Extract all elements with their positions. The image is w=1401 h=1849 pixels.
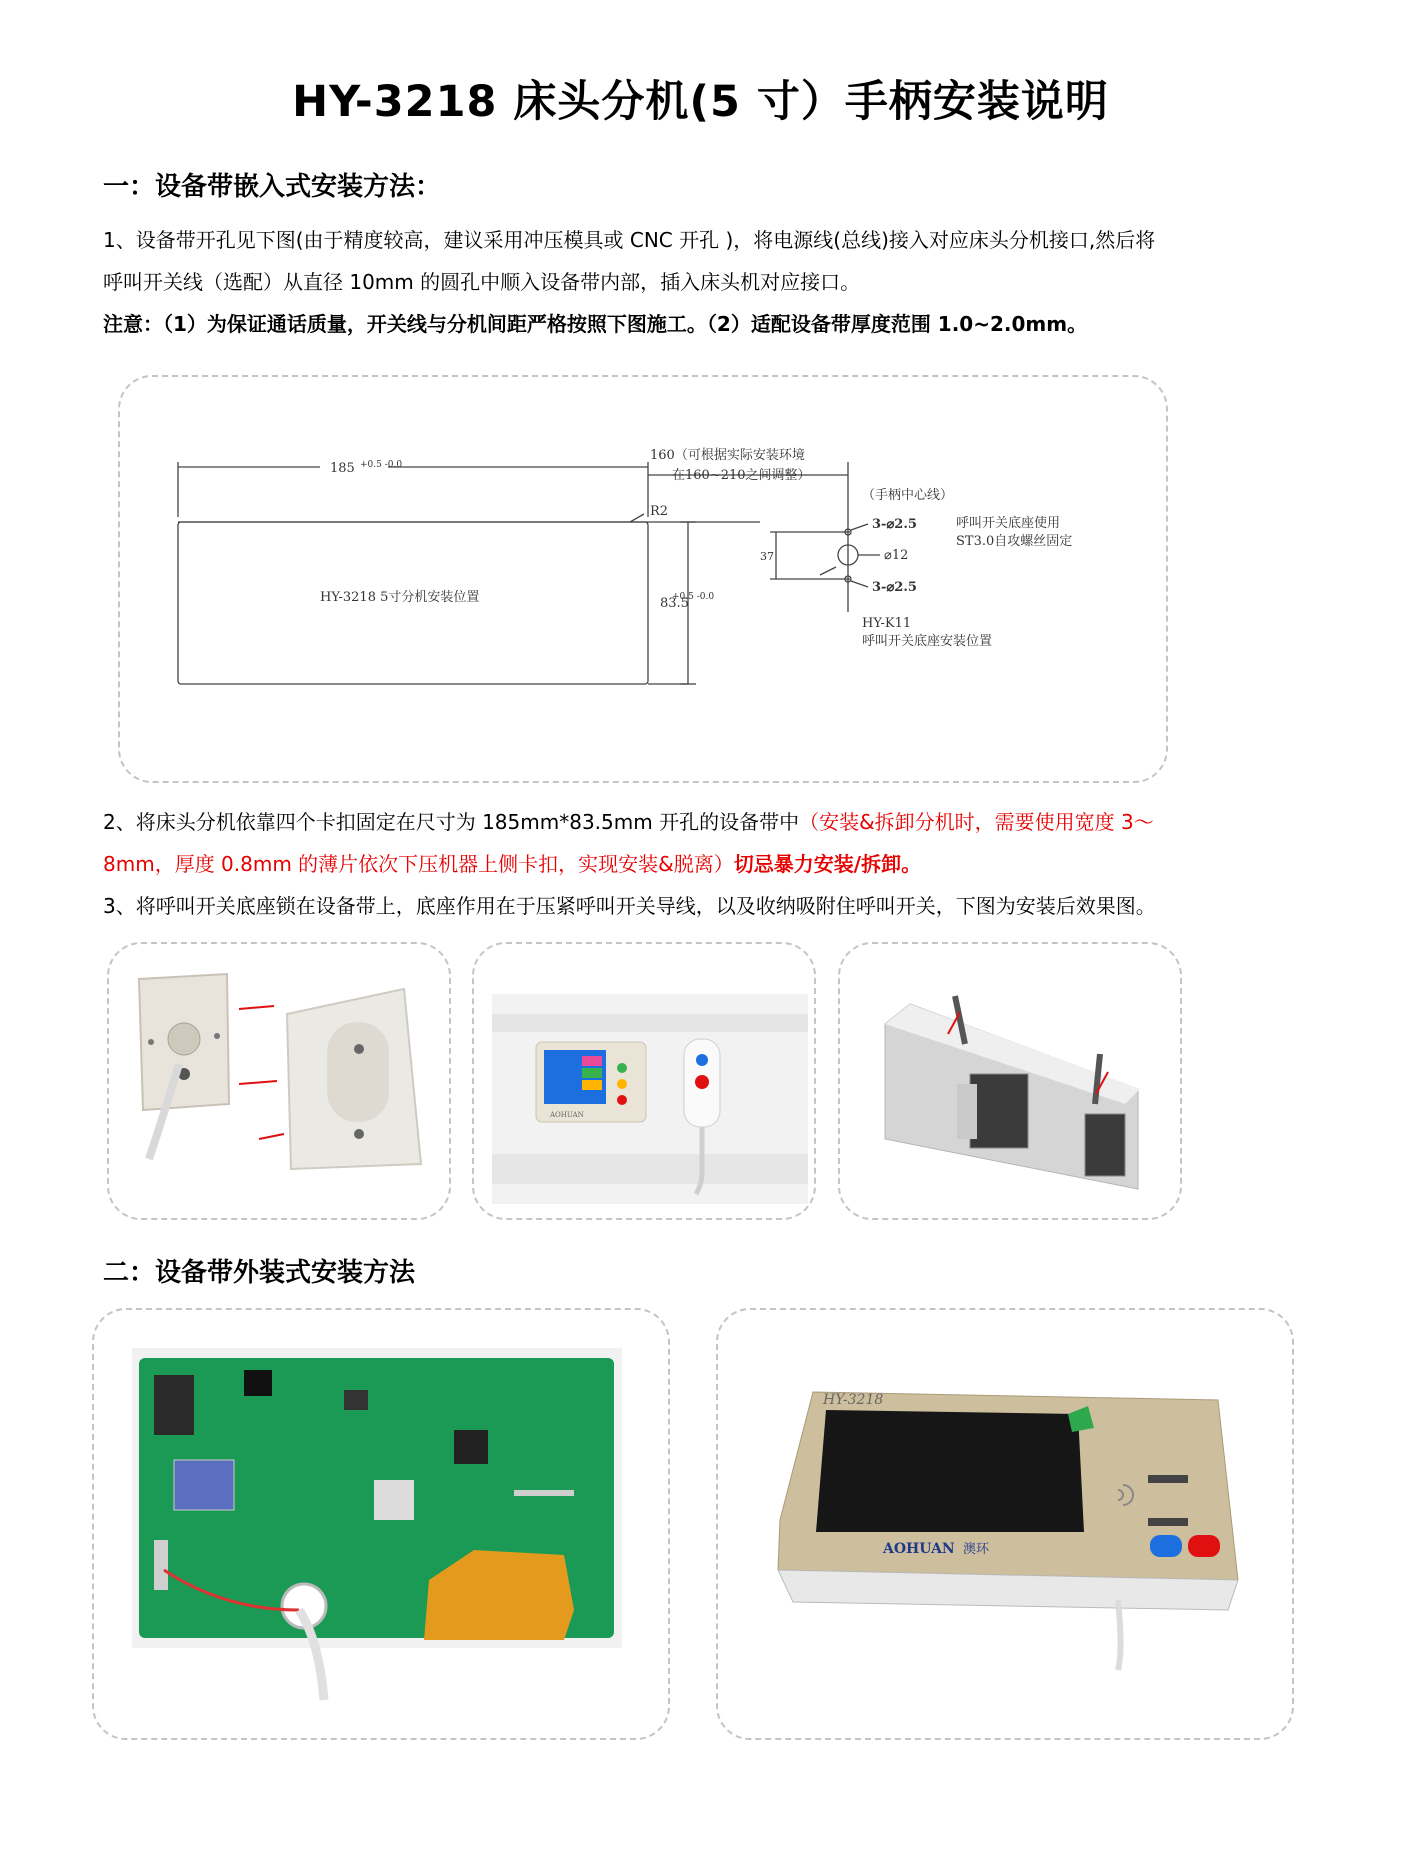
hole-spec-top: 3-⌀2.5 bbox=[872, 517, 917, 532]
device-model-label: HY-3218 bbox=[823, 1392, 884, 1408]
handle-center-label: （手柄中心线） bbox=[862, 488, 954, 503]
mini-brand: AOHUAN bbox=[550, 1111, 584, 1119]
note-paragraph: 注意：（1）为保证通话质量，开关线与分机间距严格按照下图施工。（2）适配设备带厚度范围 1.0~2.0mm。 bbox=[103, 312, 1088, 336]
k11-label: HY-K11 bbox=[862, 616, 912, 631]
device-brand-cn: 澳环 bbox=[963, 1542, 990, 1557]
paragraph-2-text: 2、将床头分机依靠四个卡扣固定在尺寸为 185mm*83.5mm 开孔的设备带中 bbox=[103, 810, 800, 834]
surface-unit-image bbox=[718, 1310, 1294, 1740]
switch-base-image bbox=[109, 944, 451, 1220]
dim-width-tolerance: +0.5 -0.0 bbox=[360, 460, 403, 470]
paragraph-2-line1 bbox=[103, 808, 1154, 836]
screw-note-line1: 呼叫开关底座使用 bbox=[956, 516, 1061, 531]
paragraph-2-caution: 切忌暴力安装/拆卸。 bbox=[733, 852, 922, 876]
section2-heading: 二：设备带外装式安装方法 bbox=[103, 1258, 416, 1288]
page-title: HY-3218 床头分机(5 寸）手柄安装说明 bbox=[292, 77, 1109, 127]
paragraph-3: 3、将呼叫开关底座锁在设备带上，底座作用在于压紧呼叫开关导线，以及收纳吸附住呼叫开关，下图为安装后效果图。 bbox=[103, 894, 1156, 918]
drawing-frame bbox=[118, 375, 1168, 783]
k11-position-label: 呼叫开关底座安装位置 bbox=[862, 634, 993, 649]
paragraph-1-line1: 1、设备带开孔见下图(由于精度较高，建议采用冲压模具或 CNC 开孔 )，将电源线(总线)接入对应床头分机接口,然后将 bbox=[103, 228, 1156, 252]
clip-detail-image bbox=[840, 944, 1182, 1220]
dim-height-value: 83.5 bbox=[660, 596, 689, 611]
photo-installed-unit bbox=[472, 942, 816, 1220]
device-brand-label: AOHUAN bbox=[883, 1541, 955, 1557]
hole-center-spec: ⌀12 bbox=[884, 548, 909, 563]
paragraph-2-warning-cont: 8mm，厚度 0.8mm 的薄片依次下压机器上侧卡扣，实现安装&脱离） bbox=[103, 852, 734, 876]
radius-label: R2 bbox=[650, 504, 669, 519]
dim-spacing-line2: 在160~210之间调整） bbox=[672, 468, 811, 483]
unit-position-label: HY-3218 5寸分机安装位置 bbox=[320, 590, 480, 605]
hole-spec-bottom: 3-⌀2.5 bbox=[872, 580, 917, 595]
photo-clip-detail bbox=[838, 942, 1182, 1220]
installed-unit-image bbox=[474, 944, 816, 1220]
paragraph-1-line2: 呼叫开关线（选配）从直径 10mm 的圆孔中顺入设备带内部，插入床头机对应接口。 bbox=[103, 270, 861, 294]
dim-height-tolerance: +0.5 -0.0 bbox=[672, 592, 715, 602]
cutout-drawing bbox=[120, 377, 1168, 783]
dim-spacing-line1: 160（可根据实际安装环境 bbox=[650, 448, 805, 463]
paragraph-2-warning: （安装&拆卸分机时，需要使用宽度 3～ bbox=[799, 810, 1154, 834]
photo-pcb bbox=[92, 1308, 670, 1740]
paragraph-2-line2 bbox=[103, 850, 921, 878]
pcb-image bbox=[94, 1310, 670, 1740]
section1-heading: 一：设备带嵌入式安装方法： bbox=[103, 172, 442, 202]
dim-37-value: 37 bbox=[760, 550, 774, 563]
screw-note-line2: ST3.0自攻螺丝固定 bbox=[956, 534, 1073, 549]
dim-width-value: 185 bbox=[330, 461, 355, 476]
photo-surface-unit bbox=[716, 1308, 1294, 1740]
photo-switch-base bbox=[107, 942, 451, 1220]
